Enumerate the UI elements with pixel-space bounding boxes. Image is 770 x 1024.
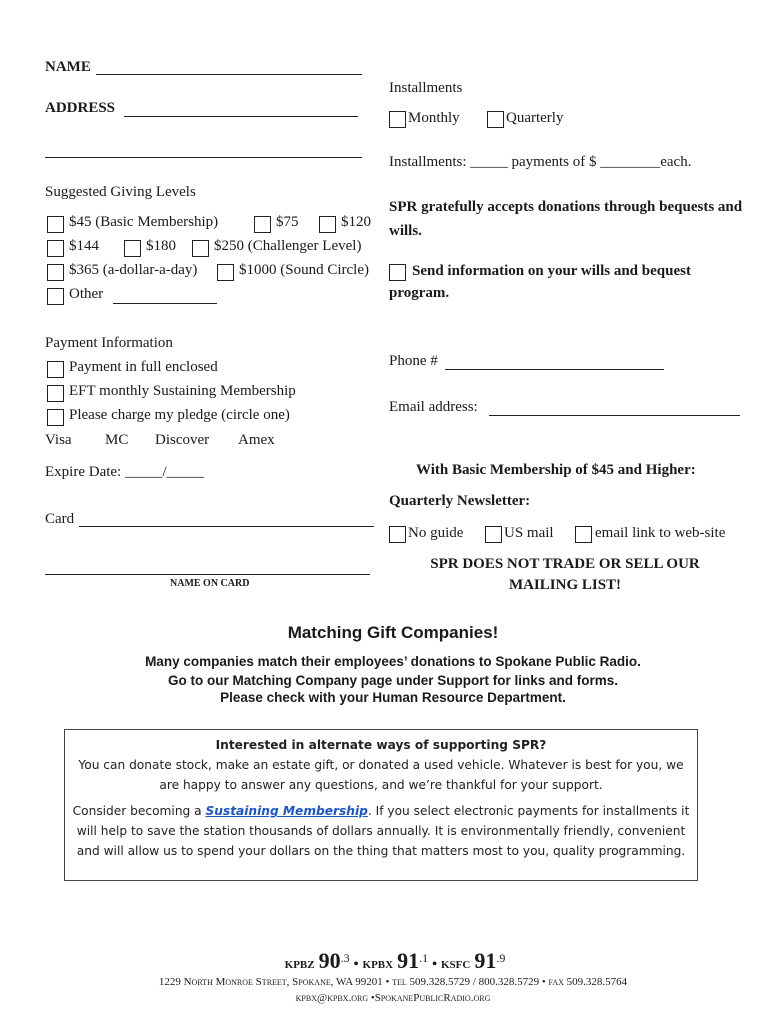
matching-line1: Many companies match their employees’ donations to Spokane Public Radio. — [145, 654, 641, 669]
address-field-line2[interactable] — [45, 157, 362, 158]
label-other: Other — [69, 286, 104, 302]
kpbz-decimal: .3 — [340, 951, 350, 965]
ksfc-number: 91 — [474, 948, 497, 973]
card-mc[interactable]: MC — [105, 432, 129, 448]
kpbz-number: 90 — [318, 948, 341, 973]
label-180: $180 — [146, 238, 176, 254]
matching-title: Matching Gift Companies! — [287, 623, 499, 642]
label-eft: EFT monthly Sustaining Membership — [69, 383, 296, 399]
name-field[interactable] — [96, 74, 362, 75]
label-1000: $1000 (Sound Circle) — [239, 262, 369, 278]
phone-field[interactable] — [445, 369, 664, 370]
payment-heading: Payment Information — [45, 335, 173, 351]
checkbox-250[interactable] — [192, 240, 209, 257]
checkbox-us-mail[interactable] — [485, 526, 502, 543]
label-charge: Please charge my pledge (circle one) — [69, 407, 290, 423]
checkbox-eft[interactable] — [47, 385, 64, 402]
label-us-mail: US mail — [504, 525, 554, 541]
checkbox-120[interactable] — [319, 216, 336, 233]
alt-box-p1-line1: You can donate stock, make an estate gift, or donated a used vehicle. Whatever is best for you, we — [78, 758, 684, 772]
kpbx-decimal: .1 — [419, 951, 429, 965]
card-visa[interactable]: Visa — [45, 432, 72, 448]
name-on-card-caption: NAME ON CARD — [170, 578, 250, 589]
matching-line3: Please check with your Human Resource Department. — [220, 690, 566, 705]
checkbox-quarterly[interactable] — [487, 111, 504, 128]
checkbox-email-link[interactable] — [575, 526, 592, 543]
alt-box-p2-line3: and will allow us to spend your dollars on the thing that matters most to you, quality programming. — [76, 844, 686, 858]
footer-contact[interactable]: kpbx@kpbx.org •SpokanePublicRadio.org — [295, 992, 491, 1004]
phone-label: Phone # — [389, 353, 438, 369]
card-amex[interactable]: Amex — [238, 432, 275, 448]
bequest-text: SPR gratefully accepts donations through bequests and wills. — [389, 199, 743, 239]
basic-membership-note: With Basic Membership of $45 and Higher: — [416, 462, 696, 478]
checkbox-180[interactable] — [124, 240, 141, 257]
label-365: $365 (a-dollar-a-day) — [69, 262, 198, 278]
name-label: NAME — [45, 59, 91, 75]
no-trade-notice-line1: SPR DOES NOT TRADE OR SELL OUR — [430, 556, 700, 572]
checkbox-75[interactable] — [254, 216, 271, 233]
alt-box-p2-line1 — [65, 801, 697, 821]
label-payment-full: Payment in full enclosed — [69, 359, 218, 375]
installments-heading: Installments — [389, 80, 463, 96]
other-amount-field[interactable] — [113, 303, 217, 304]
newsletter-heading: Quarterly Newsletter: — [389, 493, 531, 509]
checkbox-45[interactable] — [47, 216, 64, 233]
expire-date[interactable]: Expire Date: _____/_____ — [45, 464, 205, 480]
address-label: ADDRESS — [45, 100, 116, 116]
label-120: $120 — [341, 214, 371, 230]
giving-heading: Suggested Giving Levels — [45, 184, 196, 200]
alt-box-p2-line2: will help to save the station thousands of dollars annually. It is environmentally friendly, convenient — [76, 824, 686, 838]
label-144: $144 — [69, 238, 99, 254]
alt-box-p2-post: . If you select electronic payments for installments it — [367, 804, 690, 818]
card-number-field[interactable] — [79, 526, 374, 527]
name-on-card-field[interactable] — [45, 574, 370, 575]
kpbx-call: KPBX — [362, 959, 394, 971]
no-trade-notice-line2: MAILING LIST! — [508, 577, 622, 593]
send-info-line1: Send information on your wills and bequest — [412, 263, 691, 279]
checkbox-monthly[interactable] — [389, 111, 406, 128]
kpbz-call: KPBZ — [284, 959, 315, 971]
sustaining-membership-link[interactable]: Sustaining Membership — [205, 804, 368, 818]
alternate-support-box — [64, 729, 698, 881]
card-discover[interactable]: Discover — [155, 432, 210, 448]
checkbox-1000[interactable] — [217, 264, 234, 281]
footer-address: 1229 North Monroe Street, Spokane, WA 99201 • tel 509.328.5729 / 800.328.5729 • fax 509.328.5764 — [158, 976, 628, 988]
checkbox-365[interactable] — [47, 264, 64, 281]
send-info-line2: program. — [389, 285, 450, 301]
card-label: Card — [45, 511, 75, 527]
kpbx-number: 91 — [397, 948, 420, 973]
label-no-guide: No guide — [408, 525, 464, 541]
installments-payments[interactable]: Installments: _____ payments of $ ________each. — [389, 154, 692, 170]
alt-box-heading: Interested in alternate ways of supporting SPR? — [215, 738, 547, 752]
email-label: Email address: — [389, 399, 478, 415]
checkbox-no-guide[interactable] — [389, 526, 406, 543]
checkbox-144[interactable] — [47, 240, 64, 257]
alt-box-p2-pre: Consider becoming a — [72, 804, 206, 818]
ksfc-decimal: .9 — [496, 951, 506, 965]
label-quarterly: Quarterly — [506, 110, 564, 126]
matching-line2: Go to our Matching Company page under Support for links and forms. — [167, 673, 618, 688]
label-45: $45 (Basic Membership) — [69, 214, 219, 230]
label-250: $250 (Challenger Level) — [214, 238, 362, 254]
checkbox-send-info[interactable] — [389, 264, 406, 281]
station-logos: KPBZ $90^{.3}$ • KPBX $91^{.1}$ • KSFC $91^{.9}$ — [284, 948, 506, 973]
checkbox-payment-full[interactable] — [47, 361, 64, 378]
alt-box-p1-line2: are happy to answer any questions, and we’re thankful for your support. — [159, 778, 603, 792]
email-field[interactable] — [489, 415, 740, 416]
checkbox-other[interactable] — [47, 288, 64, 305]
checkbox-charge[interactable] — [47, 409, 64, 426]
ksfc-call: KSFC — [440, 959, 471, 971]
label-monthly: Monthly — [408, 110, 460, 126]
address-field[interactable] — [124, 116, 358, 117]
label-75: $75 — [276, 214, 299, 230]
label-email-link: email link to web-site — [595, 525, 726, 541]
